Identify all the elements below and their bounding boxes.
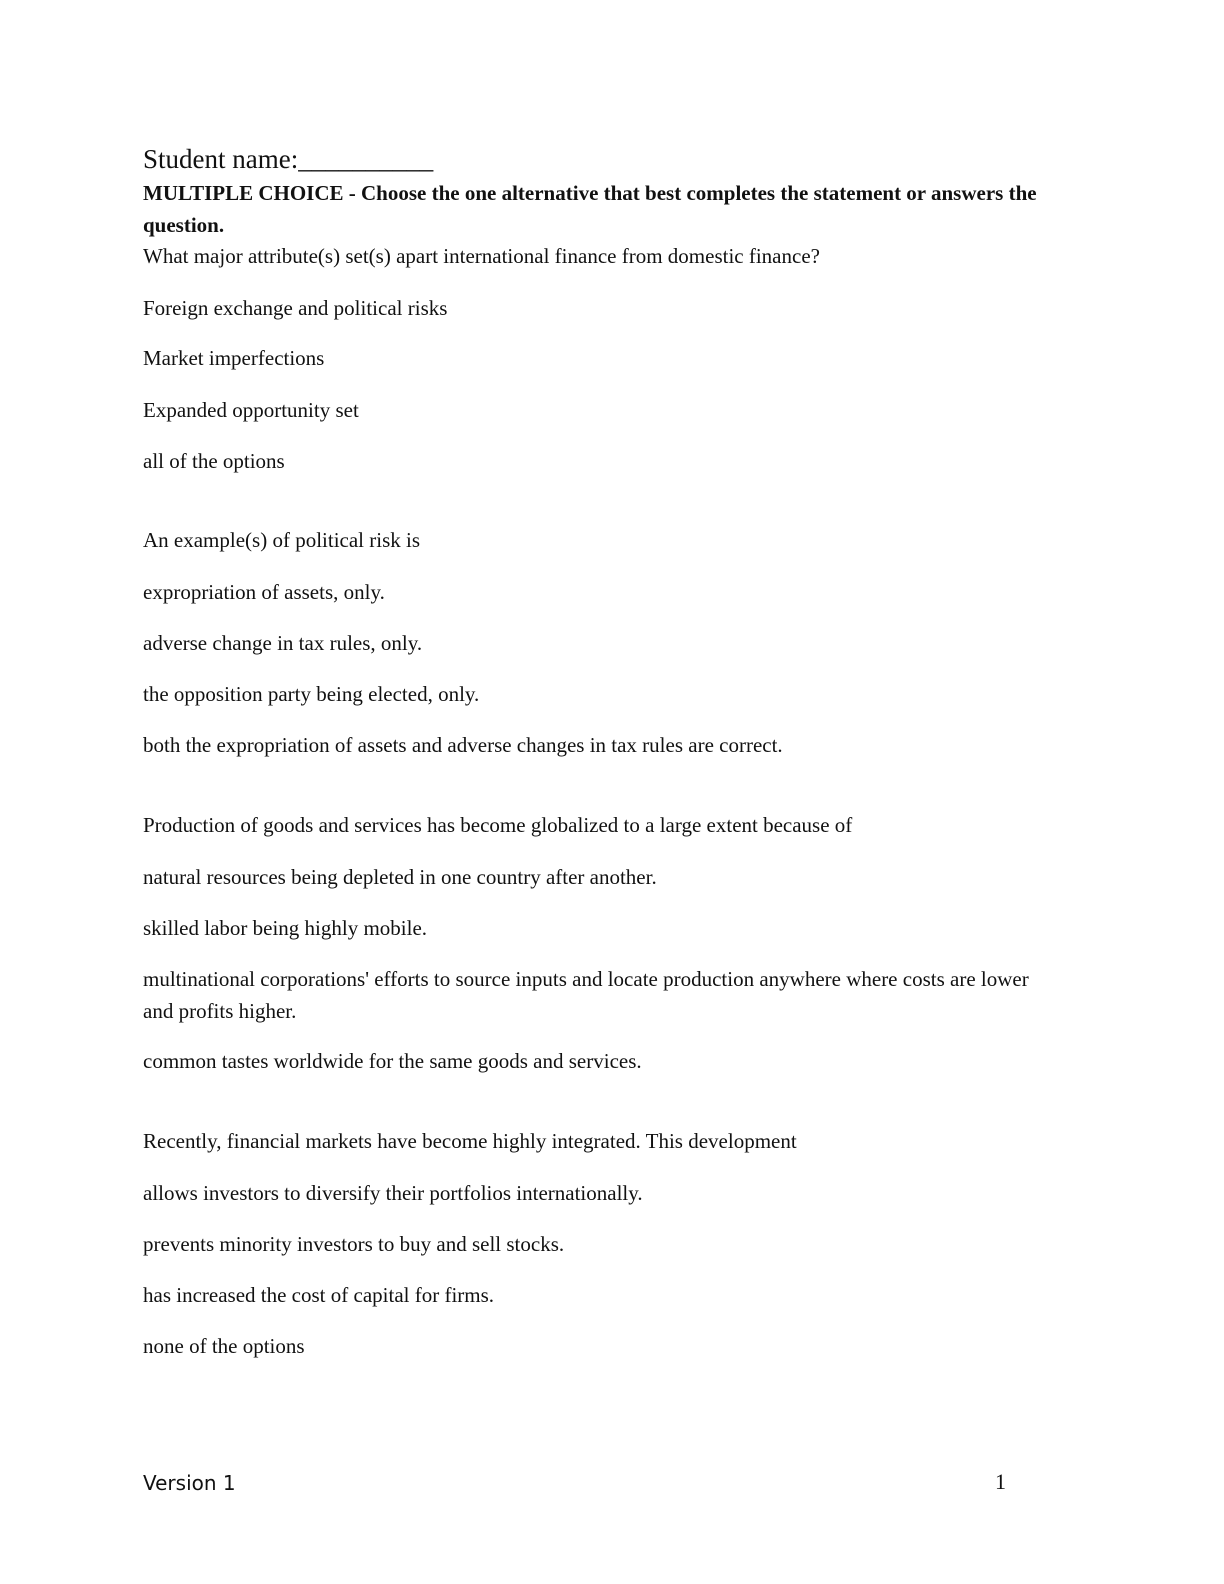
- question-3-option-c: multinational corporations' efforts to source inputs and locate production anywhere where costs are lower and profits higher.: [143, 967, 1029, 1023]
- question-2-option-a: expropriation of assets, only.: [143, 580, 385, 604]
- question-1-option-d: all of the options: [143, 449, 285, 473]
- question-2-option-b: adverse change in tax rules, only.: [143, 631, 423, 655]
- question-3-option-d: common tastes worldwide for the same goods and services.: [143, 1049, 642, 1073]
- question-4-option-d: none of the options: [143, 1334, 305, 1358]
- question-4-option-c: has increased the cost of capital for firms.: [143, 1283, 495, 1307]
- question-1-option-c: Expanded opportunity set: [143, 398, 359, 422]
- question-2-option-d: both the expropriation of assets and adverse changes in tax rules are correct.: [143, 733, 783, 757]
- question-3-option-a: natural resources being depleted in one country after another.: [143, 865, 657, 889]
- instructions-heading: MULTIPLE CHOICE - Choose the one alternative that best completes the statement or answers the question.: [143, 181, 1037, 237]
- student-name-label: Student name:__________: [143, 144, 434, 174]
- footer-version: Version 1: [143, 1471, 236, 1495]
- question-1-option-a: Foreign exchange and political risks: [143, 296, 448, 320]
- question-4-option-b: prevents minority investors to buy and sell stocks.: [143, 1232, 565, 1256]
- question-3-option-b: skilled labor being highly mobile.: [143, 916, 428, 940]
- question-4-option-a: allows investors to diversify their portfolios internationally.: [143, 1181, 643, 1205]
- question-2-option-c: the opposition party being elected, only.: [143, 682, 480, 706]
- question-1-stem: What major attribute(s) set(s) apart international finance from domestic finance?: [143, 244, 820, 268]
- question-1-option-b: Market imperfections: [143, 346, 325, 370]
- question-3-stem: Production of goods and services has become globalized to a large extent because of: [143, 813, 853, 837]
- footer-page-number: 1: [995, 1469, 1006, 1494]
- question-2-stem: An example(s) of political risk is: [143, 528, 421, 552]
- question-4-stem: Recently, financial markets have become highly integrated. This development: [143, 1129, 797, 1153]
